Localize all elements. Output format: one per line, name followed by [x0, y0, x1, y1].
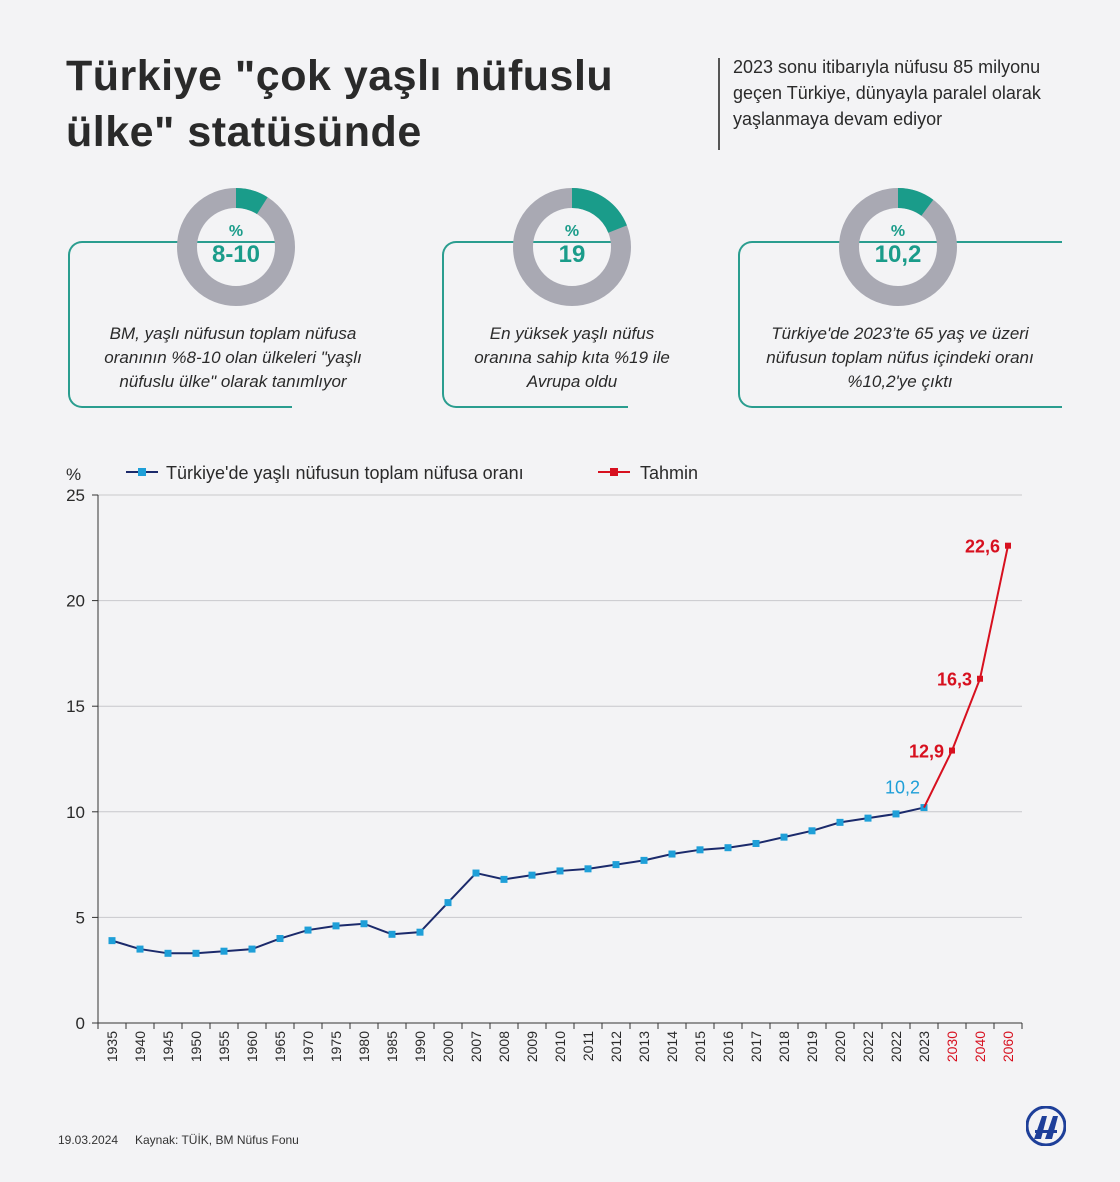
x-tick-label: 1955	[216, 1031, 232, 1063]
chart-legend	[126, 463, 698, 483]
y-axis-unit-label: %	[66, 465, 82, 484]
data-point	[641, 857, 648, 864]
x-tick-label: 2017	[748, 1031, 764, 1063]
x-tick-label: 1980	[356, 1031, 372, 1063]
x-tick-label: 2040	[972, 1031, 988, 1063]
stat-text-2: En yüksek yaşlı nüfus oranına sahip kıta %19 ile Avrupa oldu	[474, 324, 670, 391]
y-tick-label: 25	[66, 486, 85, 505]
donut-value-3: 10,2	[874, 241, 922, 268]
data-point	[361, 920, 368, 927]
data-point	[697, 846, 704, 853]
data-point	[305, 927, 312, 934]
data-point	[529, 872, 536, 879]
forecast-label: 16,3	[936, 669, 972, 690]
chart-series	[109, 537, 1012, 957]
stat-text-1: BM, yaşlı nüfusun toplam nüfusa oranının %8-10 olan ülkeleri "yaşlı nüfuslu ülke" olarak tanımlıyor	[104, 324, 362, 391]
chart-grid	[98, 495, 1022, 917]
x-tick-label: 1975	[328, 1031, 344, 1063]
x-tick-label: 2012	[608, 1031, 624, 1063]
data-point	[221, 948, 228, 955]
data-point	[753, 840, 760, 847]
x-tick-label: 2013	[636, 1031, 652, 1063]
data-point	[585, 865, 592, 872]
x-tick-label: 2019	[804, 1031, 820, 1063]
data-point	[613, 861, 620, 868]
forecast-point	[977, 676, 983, 682]
x-tick-label: 1990	[412, 1031, 428, 1063]
legend-marker-forecast	[610, 468, 618, 476]
footer-source: Kaynak: TÜİK, BM Nüfus Fonu	[135, 1133, 299, 1147]
y-tick-label: 20	[66, 591, 85, 611]
data-point	[557, 867, 564, 874]
x-tick-label: 2000	[440, 1031, 456, 1063]
data-point	[781, 834, 788, 841]
data-point	[893, 810, 900, 817]
donut-value-1: 8-10	[211, 241, 261, 268]
x-tick-label: 2030	[944, 1031, 960, 1063]
line-chart	[0, 450, 1120, 1110]
data-point	[445, 899, 452, 906]
data-point	[165, 950, 172, 957]
x-tick-label: 2022	[888, 1031, 904, 1063]
data-point	[249, 946, 256, 953]
data-point	[137, 946, 144, 953]
data-point	[193, 950, 200, 957]
x-tick-label: 2011	[580, 1031, 596, 1062]
series-line-historical	[112, 808, 924, 954]
x-tick-label: 1965	[272, 1031, 288, 1063]
data-point	[417, 929, 424, 936]
x-tick-label: 2014	[664, 1031, 680, 1063]
data-point	[389, 931, 396, 938]
y-tick-label: 5	[75, 908, 85, 928]
title-divider	[718, 58, 720, 150]
legend-label-series: Türkiye'de yaşlı nüfusun toplam nüfusa oranı	[166, 463, 524, 483]
forecast-point	[1005, 543, 1011, 549]
x-tick-label: 1970	[300, 1031, 316, 1063]
data-label: 10,2	[884, 777, 920, 798]
data-point	[109, 937, 116, 944]
aa-logo	[1026, 1106, 1066, 1151]
donut-pct-sign-1: %	[228, 223, 244, 240]
data-point	[277, 935, 284, 942]
x-tick-label: 2007	[468, 1031, 484, 1063]
donut-pct-sign-2: %	[564, 223, 580, 240]
stat-text-3: Türkiye'de 2023’te 65 yaş ve üzeri nüfusun toplam nüfus içindeki oranı %10,2'ye çıktı	[766, 324, 1034, 391]
x-tick-label: 2010	[552, 1031, 568, 1063]
x-tick-label: 1935	[104, 1031, 120, 1063]
forecast-label: 22,6	[964, 536, 1000, 557]
data-point	[809, 827, 816, 834]
x-tick-label: 1945	[160, 1031, 176, 1063]
x-tick-label: 2009	[524, 1031, 540, 1063]
data-point	[669, 851, 676, 858]
x-tick-label: 2023	[916, 1031, 932, 1063]
x-tick-label: 1950	[188, 1031, 204, 1063]
x-tick-label: 1960	[244, 1031, 260, 1063]
x-tick-label: 1940	[132, 1031, 148, 1063]
x-tick-label: 2022	[860, 1031, 876, 1063]
page-title: Türkiye "çok yaşlı nüfuslu ülke" statüsünde	[66, 52, 614, 156]
y-tick-label: 0	[75, 1014, 85, 1033]
forecast-point	[949, 748, 955, 754]
data-point	[865, 815, 872, 822]
x-tick-label: 2008	[496, 1031, 512, 1063]
x-tick-label: 1985	[384, 1031, 400, 1063]
chart-axes	[66, 486, 1022, 1062]
x-tick-label: 2060	[1000, 1031, 1016, 1063]
footer-date: 19.03.2024	[58, 1133, 119, 1147]
x-tick-label: 2018	[776, 1031, 792, 1063]
legend-marker-series	[138, 468, 146, 476]
x-tick-label: 2020	[832, 1031, 848, 1063]
page-subtitle: 2023 sonu itibarıyla nüfusu 85 milyonu geçen Türkiye, dünyayla paralel olarak yaşlanmaya devam ediyor	[733, 57, 1041, 129]
data-point	[725, 844, 732, 851]
y-tick-label: 10	[66, 802, 85, 822]
forecast-label: 12,9	[908, 741, 944, 762]
y-tick-label: 15	[66, 697, 85, 717]
x-tick-label: 2016	[720, 1031, 736, 1063]
x-tick-label: 2015	[692, 1031, 708, 1063]
data-point	[501, 876, 508, 883]
donut-value-2: 19	[558, 241, 586, 268]
donut-pct-sign-3: %	[890, 223, 906, 240]
legend-label-forecast: Tahmin	[640, 463, 699, 483]
data-point	[473, 870, 480, 877]
data-point	[837, 819, 844, 826]
data-point	[333, 922, 340, 929]
